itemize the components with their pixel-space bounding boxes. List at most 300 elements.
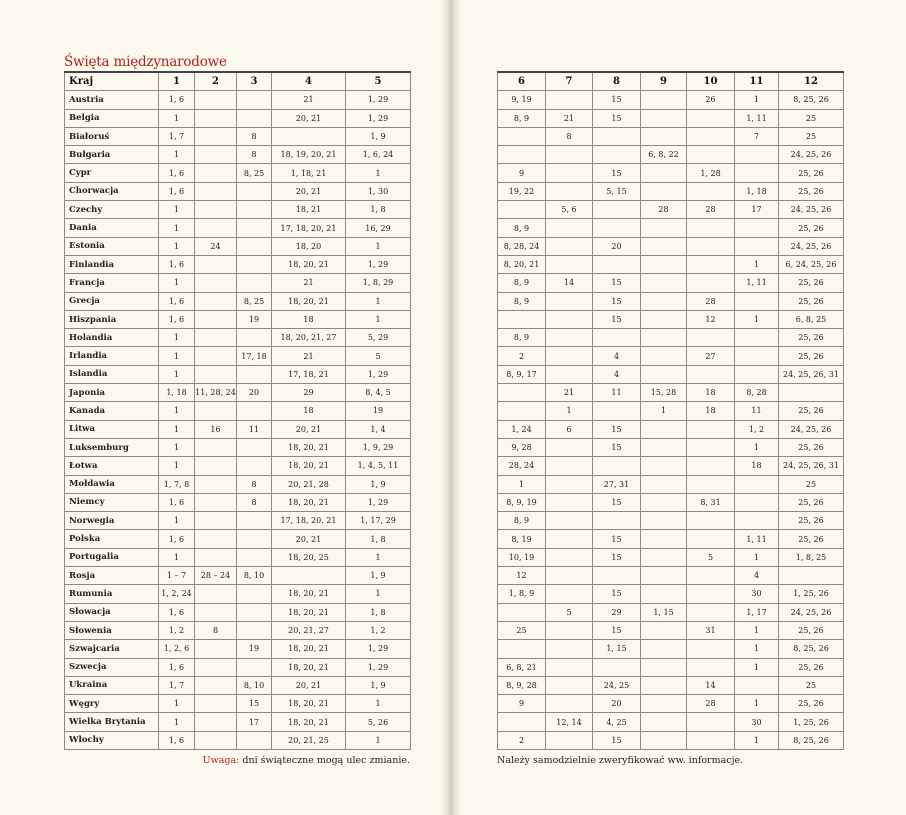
holiday-cell-month-11: 1 <box>735 731 779 749</box>
holiday-cell-month-10: 8, 31 <box>687 493 735 511</box>
holiday-cell-month-11: 1, 11 <box>735 109 779 127</box>
holiday-cell-month-10: 12 <box>687 310 735 328</box>
holiday-cell-month-1: 1 <box>159 347 195 365</box>
holiday-cell-month-7 <box>546 164 593 182</box>
holiday-cell-month-5: 1, 30 <box>346 182 411 200</box>
table-row <box>498 731 844 749</box>
holiday-cell-month-9 <box>641 310 687 328</box>
holiday-cell-month-12: 24, 25, 26 <box>779 237 844 255</box>
holiday-cell-month-1: 1, 6 <box>159 530 195 548</box>
holiday-cell-month-3: 17 <box>237 713 272 731</box>
holiday-cell-month-9 <box>641 237 687 255</box>
table-row <box>498 603 844 621</box>
holiday-cell-month-12: 25, 26 <box>779 512 844 530</box>
column-header-month-8: 8 <box>593 72 641 91</box>
holiday-cell-month-9 <box>641 438 687 456</box>
holiday-cell-month-10 <box>687 512 735 530</box>
holiday-cell-month-9 <box>641 292 687 310</box>
holiday-cell-month-7 <box>546 567 593 585</box>
holiday-cell-month-9 <box>641 493 687 511</box>
country-cell: Wielka Brytania <box>65 713 159 731</box>
holiday-cell-month-11: 1 <box>735 255 779 273</box>
holiday-cell-month-7 <box>546 219 593 237</box>
table-row <box>498 255 844 273</box>
holiday-cell-month-3: 8, 25 <box>237 292 272 310</box>
holiday-cell-month-9 <box>641 695 687 713</box>
table-row <box>498 109 844 127</box>
holiday-cell-month-4: 18, 20, 21 <box>272 255 346 273</box>
column-header-month-3: 3 <box>237 72 272 91</box>
holiday-cell-month-11 <box>735 146 779 164</box>
footer-note-left <box>203 755 410 766</box>
holiday-cell-month-8: 15 <box>593 493 641 511</box>
holiday-cell-month-2 <box>195 713 237 731</box>
holiday-cell-month-3 <box>237 109 272 127</box>
holiday-cell-month-8: 29 <box>593 603 641 621</box>
holiday-cell-month-12: 25 <box>779 475 844 493</box>
holiday-cell-month-4: 18, 20, 21 <box>272 695 346 713</box>
holiday-cell-month-6: 8, 28, 24 <box>498 237 546 255</box>
holiday-cell-month-4: 20, 21 <box>272 182 346 200</box>
holiday-cell-month-6: 8, 9, 28 <box>498 676 546 694</box>
holiday-cell-month-3 <box>237 329 272 347</box>
holiday-cell-month-10 <box>687 457 735 475</box>
holiday-cell-month-7 <box>546 585 593 603</box>
holiday-cell-month-12: 1, 25, 26 <box>779 585 844 603</box>
holiday-cell-month-1: 1, 6 <box>159 255 195 273</box>
holiday-cell-month-11: 1, 2 <box>735 420 779 438</box>
holiday-cell-month-6: 10, 19 <box>498 548 546 566</box>
holiday-cell-month-12: 25, 26 <box>779 219 844 237</box>
column-header-country: Kraj <box>65 72 159 91</box>
holiday-cell-month-1: 1, 7 <box>159 676 195 694</box>
holiday-cell-month-3: 15 <box>237 695 272 713</box>
holiday-cell-month-10 <box>687 658 735 676</box>
holiday-cell-month-7 <box>546 731 593 749</box>
country-cell: Dania <box>65 219 159 237</box>
holiday-cell-month-6: 8, 9 <box>498 109 546 127</box>
table-row <box>65 713 411 731</box>
table-row <box>65 237 411 255</box>
holiday-cell-month-4: 18, 20, 21 <box>272 658 346 676</box>
holiday-cell-month-4: 20, 21 <box>272 109 346 127</box>
table-row <box>65 182 411 200</box>
holiday-cell-month-5: 1, 6, 24 <box>346 146 411 164</box>
table-row <box>498 695 844 713</box>
holiday-cell-month-8 <box>593 512 641 530</box>
holiday-cell-month-2 <box>195 731 237 749</box>
holiday-cell-month-12: 25 <box>779 676 844 694</box>
holiday-cell-month-8: 15 <box>593 621 641 639</box>
table-row <box>65 695 411 713</box>
holiday-cell-month-7 <box>546 329 593 347</box>
country-cell: Hiszpania <box>65 310 159 328</box>
column-header-month-6: 6 <box>498 72 546 91</box>
table-row <box>498 201 844 219</box>
holiday-cell-month-5: 1, 9 <box>346 127 411 145</box>
holiday-cell-month-5: 1 <box>346 585 411 603</box>
holiday-cell-month-6: 8, 9, 19 <box>498 493 546 511</box>
holiday-cell-month-12: 24, 25, 26 <box>779 420 844 438</box>
holiday-cell-month-11: 4 <box>735 567 779 585</box>
holiday-cell-month-5: 1 <box>346 548 411 566</box>
holiday-cell-month-11 <box>735 292 779 310</box>
country-cell: Ukraina <box>65 676 159 694</box>
table-row <box>498 347 844 365</box>
table-row <box>498 146 844 164</box>
holiday-cell-month-10 <box>687 585 735 603</box>
holiday-cell-month-4: 18, 20, 25 <box>272 548 346 566</box>
table-row <box>498 548 844 566</box>
table-row <box>65 512 411 530</box>
table-row <box>65 292 411 310</box>
holiday-cell-month-1: 1 <box>159 402 195 420</box>
holiday-cell-month-11 <box>735 237 779 255</box>
holiday-cell-month-1: 1 <box>159 713 195 731</box>
holiday-cell-month-8: 15 <box>593 731 641 749</box>
holiday-cell-month-2 <box>195 219 237 237</box>
holiday-cell-month-2 <box>195 493 237 511</box>
holiday-cell-month-9 <box>641 731 687 749</box>
table-row <box>498 713 844 731</box>
holiday-cell-month-5: 1, 29 <box>346 365 411 383</box>
table-row <box>498 493 844 511</box>
holiday-cell-month-10: 31 <box>687 621 735 639</box>
holiday-cell-month-5: 1, 4 <box>346 420 411 438</box>
table-row <box>498 402 844 420</box>
holiday-cell-month-9 <box>641 713 687 731</box>
footer-note-right: Należy samodzielnie zweryfikować ww. informacje. <box>497 755 744 766</box>
holiday-cell-month-11: 17 <box>735 201 779 219</box>
table-row <box>65 201 411 219</box>
holiday-cell-month-1: 1 <box>159 329 195 347</box>
table-row <box>65 640 411 658</box>
holiday-cell-month-9 <box>641 219 687 237</box>
column-header-month-12: 12 <box>779 72 844 91</box>
holiday-cell-month-4: 20, 21 <box>272 676 346 694</box>
holiday-cell-month-4: 17, 18, 20, 21 <box>272 512 346 530</box>
note-text: dni świąteczne mogą ulec zmianie. <box>239 755 410 766</box>
holiday-cell-month-12: 24, 25, 26 <box>779 201 844 219</box>
holiday-cell-month-2 <box>195 329 237 347</box>
holiday-cell-month-6: 9, 28 <box>498 438 546 456</box>
holiday-cell-month-12: 24, 25, 26, 31 <box>779 365 844 383</box>
holiday-cell-month-8 <box>593 329 641 347</box>
table-row <box>498 329 844 347</box>
table-row <box>65 402 411 420</box>
holiday-cell-month-6 <box>498 201 546 219</box>
holiday-cell-month-8: 15 <box>593 91 641 109</box>
holiday-cell-month-5: 1, 9 <box>346 567 411 585</box>
holiday-cell-month-5: 1, 9 <box>346 676 411 694</box>
holiday-cell-month-9 <box>641 347 687 365</box>
holiday-cell-month-9 <box>641 164 687 182</box>
holiday-cell-month-7 <box>546 695 593 713</box>
holiday-cell-month-8 <box>593 567 641 585</box>
holiday-cell-month-12: 6, 24, 25, 26 <box>779 255 844 273</box>
country-cell: Francja <box>65 274 159 292</box>
holiday-cell-month-5: 1, 17, 29 <box>346 512 411 530</box>
holiday-cell-month-4: 18, 20, 21 <box>272 585 346 603</box>
holiday-cell-month-5: 1, 9 <box>346 475 411 493</box>
holidays-table-left <box>64 71 411 750</box>
holiday-cell-month-3: 19 <box>237 310 272 328</box>
country-cell: Białoruś <box>65 127 159 145</box>
holiday-cell-month-11: 1 <box>735 548 779 566</box>
table-row <box>65 603 411 621</box>
table-row <box>65 457 411 475</box>
holiday-cell-month-7: 14 <box>546 274 593 292</box>
holiday-cell-month-6: 8, 19 <box>498 530 546 548</box>
holiday-cell-month-6: 9 <box>498 164 546 182</box>
column-header-month-2: 2 <box>195 72 237 91</box>
page-title: Święta międzynarodowe <box>64 54 227 70</box>
holiday-cell-month-11 <box>735 164 779 182</box>
holiday-cell-month-9 <box>641 109 687 127</box>
holiday-cell-month-10 <box>687 475 735 493</box>
holiday-cell-month-4: 20, 21, 28 <box>272 475 346 493</box>
holiday-cell-month-12: 25, 26 <box>779 493 844 511</box>
holiday-cell-month-9 <box>641 567 687 585</box>
holiday-cell-month-12: 25 <box>779 127 844 145</box>
holiday-cell-month-9 <box>641 676 687 694</box>
holiday-cell-month-10 <box>687 603 735 621</box>
holiday-cell-month-5: 1, 29 <box>346 658 411 676</box>
country-cell: Irlandia <box>65 347 159 365</box>
holiday-cell-month-1: 1, 2, 24 <box>159 585 195 603</box>
country-cell: Szwajcaria <box>65 640 159 658</box>
holiday-cell-month-2 <box>195 127 237 145</box>
holiday-cell-month-3: 8 <box>237 493 272 511</box>
country-cell: Portugalia <box>65 548 159 566</box>
holiday-cell-month-5: 1 <box>346 164 411 182</box>
country-cell: Luksemburg <box>65 438 159 456</box>
holiday-cell-month-1: 1 <box>159 457 195 475</box>
holiday-cell-month-11 <box>735 347 779 365</box>
holiday-cell-month-5: 1, 29 <box>346 255 411 273</box>
holiday-cell-month-2 <box>195 585 237 603</box>
holiday-cell-month-2 <box>195 91 237 109</box>
country-cell: Rosja <box>65 567 159 585</box>
holiday-cell-month-10: 14 <box>687 676 735 694</box>
holiday-cell-month-7 <box>546 438 593 456</box>
holiday-cell-month-11: 1, 11 <box>735 274 779 292</box>
holiday-cell-month-2 <box>195 676 237 694</box>
holiday-cell-month-12: 25, 26 <box>779 182 844 200</box>
holiday-cell-month-3 <box>237 182 272 200</box>
holiday-cell-month-4: 17, 18, 21 <box>272 365 346 383</box>
book-gutter <box>440 0 462 815</box>
holiday-cell-month-10: 5 <box>687 548 735 566</box>
holiday-cell-month-9: 1 <box>641 402 687 420</box>
holiday-cell-month-4: 18, 20, 21 <box>272 493 346 511</box>
country-cell: Czechy <box>65 201 159 219</box>
holiday-cell-month-10 <box>687 274 735 292</box>
holiday-cell-month-4: 21 <box>272 91 346 109</box>
holiday-cell-month-11 <box>735 219 779 237</box>
holiday-cell-month-9 <box>641 182 687 200</box>
holiday-cell-month-6: 8, 9 <box>498 274 546 292</box>
holiday-cell-month-2 <box>195 695 237 713</box>
holiday-cell-month-6 <box>498 146 546 164</box>
holiday-cell-month-4: 20, 21 <box>272 530 346 548</box>
holiday-cell-month-8: 15 <box>593 109 641 127</box>
table-row <box>65 164 411 182</box>
holiday-cell-month-10: 28 <box>687 695 735 713</box>
holiday-cell-month-12: 25, 26 <box>779 530 844 548</box>
holiday-cell-month-8: 5, 15 <box>593 182 641 200</box>
holiday-cell-month-5: 5 <box>346 347 411 365</box>
holiday-cell-month-10 <box>687 640 735 658</box>
holiday-cell-month-1: 1 <box>159 438 195 456</box>
holiday-cell-month-10: 28 <box>687 201 735 219</box>
holiday-cell-month-11: 1, 17 <box>735 603 779 621</box>
holiday-cell-month-7 <box>546 676 593 694</box>
holiday-cell-month-5: 1, 29 <box>346 91 411 109</box>
holiday-cell-month-11: 1 <box>735 310 779 328</box>
country-cell: Norwegia <box>65 512 159 530</box>
table-row <box>498 585 844 603</box>
holiday-cell-month-2 <box>195 310 237 328</box>
holiday-cell-month-7 <box>546 475 593 493</box>
table-row <box>65 255 411 273</box>
holiday-cell-month-9 <box>641 658 687 676</box>
table-row <box>498 567 844 585</box>
holiday-cell-month-6: 25 <box>498 621 546 639</box>
country-cell: Kanada <box>65 402 159 420</box>
holiday-cell-month-6 <box>498 127 546 145</box>
table-row <box>65 585 411 603</box>
holiday-cell-month-6 <box>498 402 546 420</box>
holiday-cell-month-11: 7 <box>735 127 779 145</box>
holiday-cell-month-1: 1, 2 <box>159 621 195 639</box>
holiday-cell-month-7: 12, 14 <box>546 713 593 731</box>
header-row-left <box>65 72 411 91</box>
table-row <box>498 420 844 438</box>
holiday-cell-month-1: 1, 6 <box>159 493 195 511</box>
holiday-cell-month-3 <box>237 731 272 749</box>
holiday-cell-month-4: 18 <box>272 402 346 420</box>
holiday-cell-month-5: 1, 8, 29 <box>346 274 411 292</box>
holiday-cell-month-3 <box>237 91 272 109</box>
holiday-cell-month-11 <box>735 365 779 383</box>
holiday-cell-month-10 <box>687 237 735 255</box>
holiday-cell-month-11: 1, 18 <box>735 182 779 200</box>
holiday-cell-month-6 <box>498 640 546 658</box>
holiday-cell-month-10 <box>687 438 735 456</box>
holiday-cell-month-3 <box>237 512 272 530</box>
table-row <box>65 127 411 145</box>
holiday-cell-month-10 <box>687 182 735 200</box>
holiday-cell-month-7 <box>546 530 593 548</box>
holiday-cell-month-1: 1 <box>159 512 195 530</box>
holiday-cell-month-9 <box>641 475 687 493</box>
table-row <box>65 475 411 493</box>
holiday-cell-month-2 <box>195 347 237 365</box>
holiday-cell-month-8: 15 <box>593 164 641 182</box>
table-row <box>65 621 411 639</box>
holiday-cell-month-9 <box>641 585 687 603</box>
holiday-cell-month-2 <box>195 365 237 383</box>
holiday-cell-month-11: 30 <box>735 585 779 603</box>
holiday-cell-month-9 <box>641 127 687 145</box>
holiday-cell-month-3 <box>237 255 272 273</box>
holiday-cell-month-10 <box>687 530 735 548</box>
holiday-cell-month-2 <box>195 255 237 273</box>
holiday-cell-month-11: 1 <box>735 658 779 676</box>
holiday-cell-month-5: 1, 9, 29 <box>346 438 411 456</box>
holiday-cell-month-8 <box>593 402 641 420</box>
holiday-cell-month-2 <box>195 512 237 530</box>
column-header-month-1: 1 <box>159 72 195 91</box>
holiday-cell-month-7 <box>546 658 593 676</box>
holiday-cell-month-11 <box>735 493 779 511</box>
holiday-cell-month-4: 20, 21 <box>272 420 346 438</box>
holiday-cell-month-7 <box>546 255 593 273</box>
holiday-cell-month-3: 8 <box>237 146 272 164</box>
holiday-cell-month-3: 8, 25 <box>237 164 272 182</box>
country-cell: Słowacja <box>65 603 159 621</box>
holiday-cell-month-6: 9 <box>498 695 546 713</box>
holiday-cell-month-2 <box>195 402 237 420</box>
holiday-cell-month-2 <box>195 182 237 200</box>
holiday-cell-month-12: 24, 25, 26, 31 <box>779 457 844 475</box>
table-row <box>498 182 844 200</box>
holiday-cell-month-9 <box>641 365 687 383</box>
holiday-cell-month-5: 1, 8 <box>346 530 411 548</box>
table-row <box>498 475 844 493</box>
holiday-cell-month-8 <box>593 457 641 475</box>
table-row <box>498 438 844 456</box>
holiday-cell-month-1: 1 <box>159 146 195 164</box>
holiday-cell-month-4: 18, 19, 20, 21 <box>272 146 346 164</box>
table-row <box>498 457 844 475</box>
holiday-cell-month-8: 15 <box>593 530 641 548</box>
holiday-cell-month-2 <box>195 146 237 164</box>
table-row <box>65 146 411 164</box>
holiday-cell-month-5: 1, 2 <box>346 621 411 639</box>
holiday-cell-month-1: 1, 6 <box>159 603 195 621</box>
holiday-cell-month-10: 27 <box>687 347 735 365</box>
holiday-cell-month-8 <box>593 127 641 145</box>
holiday-cell-month-8 <box>593 201 641 219</box>
holiday-cell-month-4 <box>272 567 346 585</box>
holiday-cell-month-5: 1 <box>346 731 411 749</box>
holiday-cell-month-12 <box>779 384 844 402</box>
table-row <box>498 310 844 328</box>
table-row <box>65 310 411 328</box>
table-row <box>65 91 411 109</box>
holiday-cell-month-2 <box>195 548 237 566</box>
table-row <box>65 420 411 438</box>
holiday-cell-month-7 <box>546 548 593 566</box>
holiday-cell-month-10 <box>687 255 735 273</box>
country-cell: Austria <box>65 91 159 109</box>
holiday-cell-month-5: 1 <box>346 292 411 310</box>
holiday-cell-month-6: 8, 20, 21 <box>498 255 546 273</box>
holiday-cell-month-7 <box>546 640 593 658</box>
holiday-cell-month-4: 18, 20, 21 <box>272 292 346 310</box>
holiday-cell-month-11: 1 <box>735 640 779 658</box>
holiday-cell-month-10: 28 <box>687 292 735 310</box>
holiday-cell-month-1: 1 – 7 <box>159 567 195 585</box>
holiday-cell-month-5: 1, 8 <box>346 603 411 621</box>
holiday-cell-month-4: 18, 20, 21 <box>272 640 346 658</box>
column-header-month-7: 7 <box>546 72 593 91</box>
holiday-cell-month-2 <box>195 658 237 676</box>
holiday-cell-month-3: 20 <box>237 384 272 402</box>
holiday-cell-month-2: 28 – 24 <box>195 567 237 585</box>
